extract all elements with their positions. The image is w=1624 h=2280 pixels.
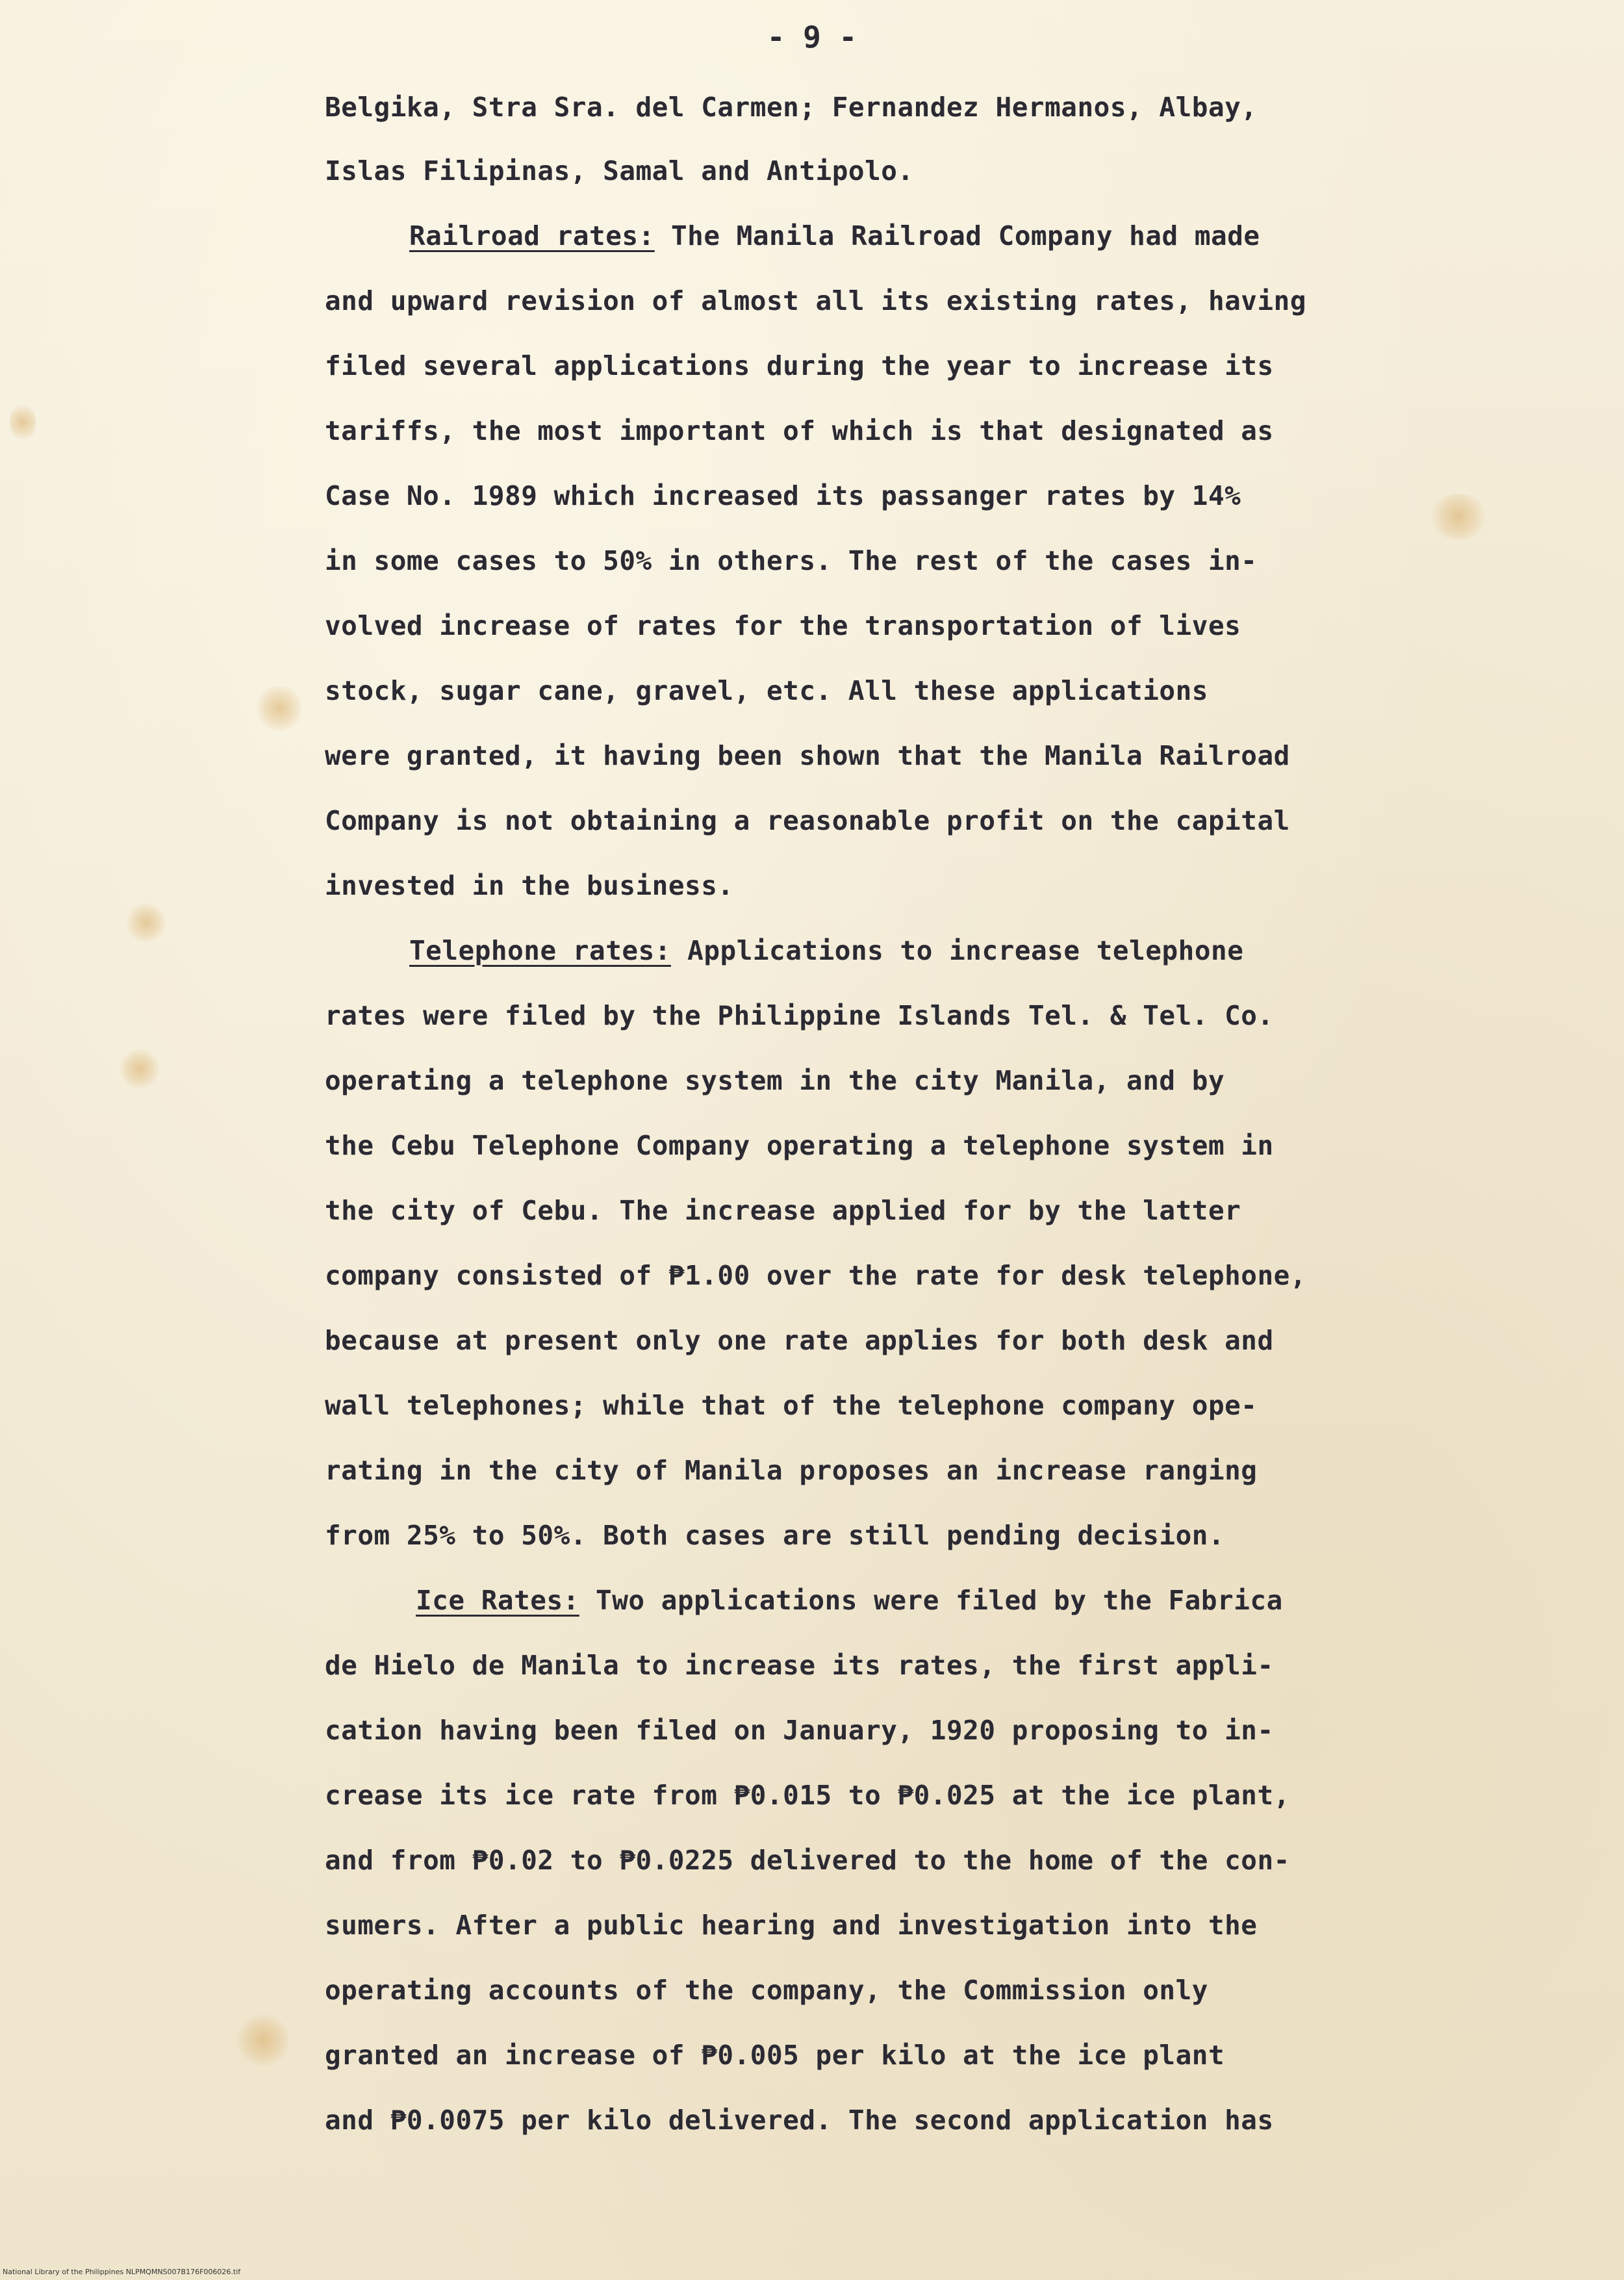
text-line: granted an increase of ₱0.005 per kilo at the ice plant: [325, 2040, 1225, 2071]
section-heading: Ice Rates:: [416, 1585, 579, 1616]
text-line: de Hielo de Manila to increase its rates, the first appli-: [325, 1650, 1274, 1681]
text-line: the city of Cebu. The increase applied for by the latter: [325, 1195, 1241, 1226]
foxing-stain: [237, 2014, 289, 2066]
text-line: company consisted of ₱1.00 over the rate for desk telephone,: [325, 1260, 1307, 1291]
text-line: and from ₱0.02 to ₱0.0225 delivered to the home of the con-: [325, 1845, 1290, 1876]
text-line: rates were filed by the Philippine Islands Tel. & Tel. Co.: [325, 1000, 1274, 1031]
text-line: Belgika, Stra Sra. del Carmen; Fernandez Hermanos, Albay,: [325, 92, 1258, 123]
text-line: Islas Filipinas, Samal and Antipolo.: [325, 155, 914, 186]
text-line: tariffs, the most important of which is that designated as: [325, 415, 1274, 446]
text-line: Ice Rates: Two applications were filed by the Fabrica: [416, 1585, 1283, 1616]
page-number: - 9 -: [767, 19, 857, 55]
text-line: rating in the city of Manila proposes an increase ranging: [325, 1455, 1258, 1486]
text-line: and ₱0.0075 per kilo delivered. The second application has: [325, 2105, 1274, 2136]
section-heading: Railroad rates:: [409, 220, 655, 251]
text-line: operating a telephone system in the city Manila, and by: [325, 1065, 1225, 1096]
text-line: Railroad rates: The Manila Railroad Company had made: [409, 220, 1260, 251]
text-line: in some cases to 50% in others. The rest of the cases in-: [325, 545, 1258, 576]
section-heading: Telephone rates:: [409, 935, 671, 966]
text-line: crease its ice rate from ₱0.015 to ₱0.025 at the ice plant,: [325, 1780, 1290, 1811]
text-line: operating accounts of the company, the Commission only: [325, 1975, 1208, 2006]
text-line: stock, sugar cane, gravel, etc. All these applications: [325, 675, 1208, 706]
text-line: cation having been filed on January, 1920 proposing to in-: [325, 1715, 1274, 1746]
foxing-stain: [10, 403, 36, 442]
text-line: and upward revision of almost all its existing rates, having: [325, 285, 1307, 316]
foxing-stain: [1429, 494, 1488, 539]
foxing-stain: [257, 685, 302, 731]
text-line: Telephone rates: Applications to increase telephone: [409, 935, 1244, 966]
text-line: Company is not obtaining a reasonable profit on the capital: [325, 805, 1290, 836]
text-line: volved increase of rates for the transportation of lives: [325, 610, 1241, 641]
text-line: invested in the business.: [325, 870, 734, 901]
text-line: from 25% to 50%. Both cases are still pending decision.: [325, 1520, 1225, 1551]
foxing-stain: [120, 1049, 159, 1088]
text-line: wall telephones; while that of the telephone company ope-: [325, 1390, 1258, 1421]
text-line: Case No. 1989 which increased its passanger rates by 14%: [325, 480, 1241, 511]
foxing-stain: [127, 903, 166, 942]
text-line: filed several applications during the year to increase its: [325, 350, 1274, 381]
text-line: because at present only one rate applies for both desk and: [325, 1325, 1274, 1356]
text-line: the Cebu Telephone Company operating a telephone system in: [325, 1130, 1274, 1161]
archive-footer: National Library of the Philippines NLPMQMNS007B176F006026.tif: [3, 2268, 241, 2276]
text-line: were granted, it having been shown that the Manila Railroad: [325, 740, 1290, 771]
text-line: sumers. After a public hearing and investigation into the: [325, 1910, 1258, 1941]
